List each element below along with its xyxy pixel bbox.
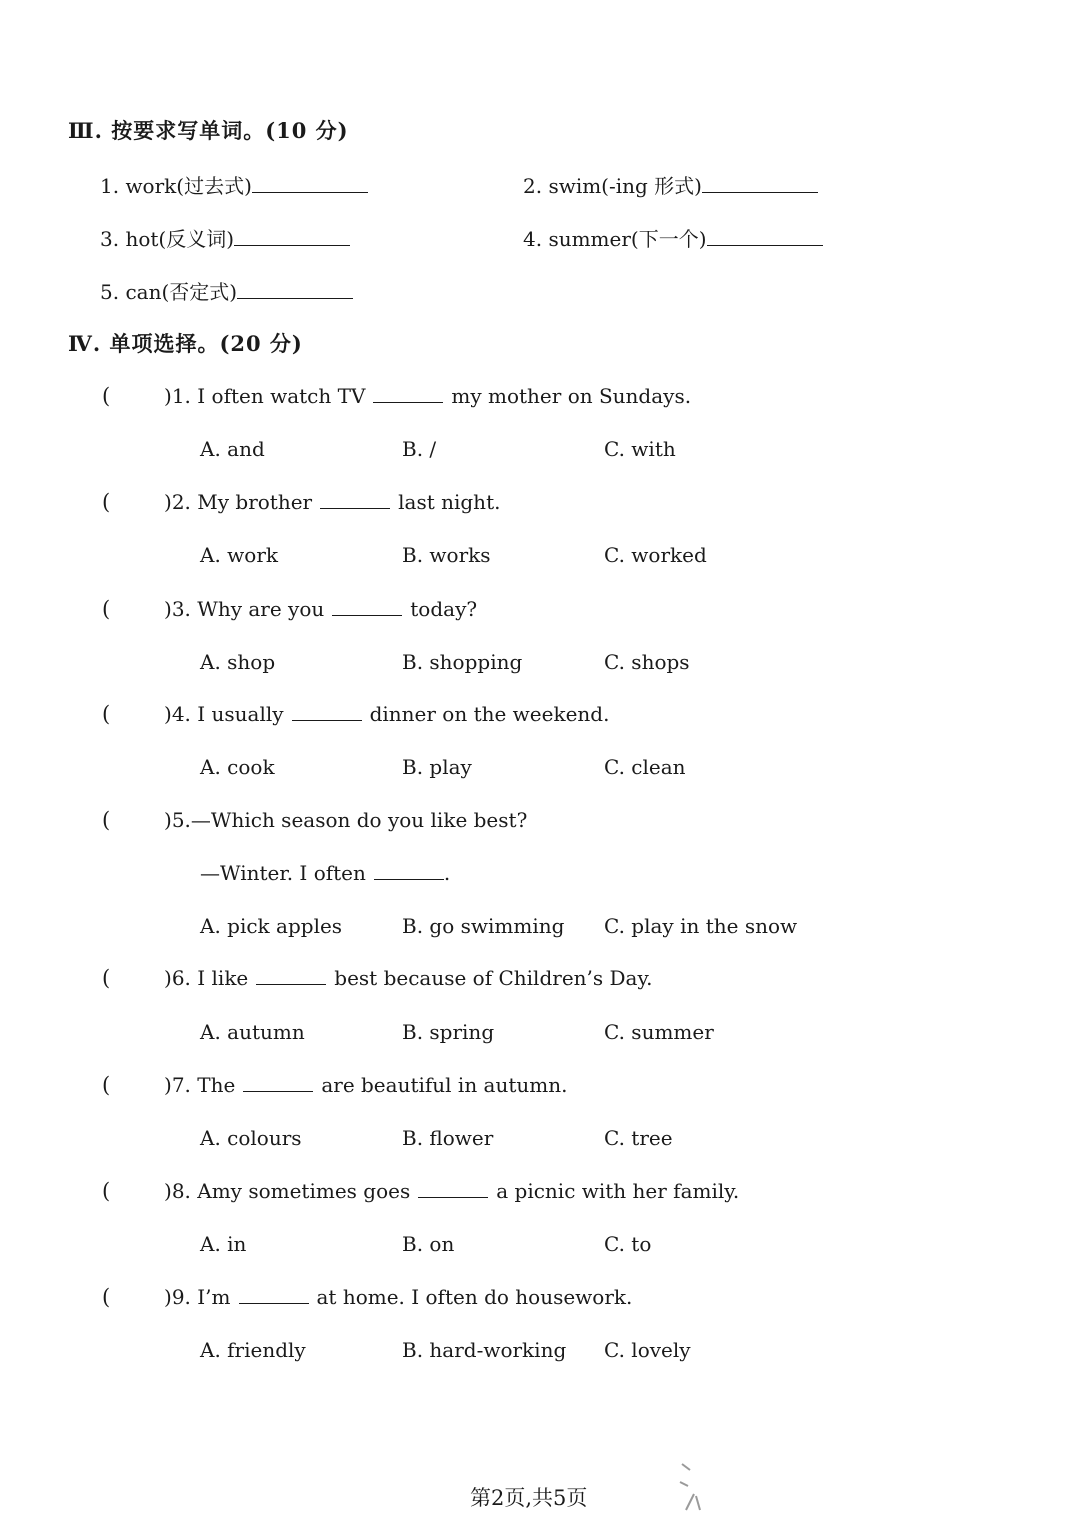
question-text-before: —Which season do you like best? — [190, 808, 528, 832]
fill-item-label: 3. hot(反义词) — [100, 227, 235, 251]
answer-paren-open[interactable]: ( — [102, 808, 111, 832]
question-text-before: Why are you — [197, 597, 325, 621]
option-b: B. / — [402, 437, 437, 461]
fill-item-2 — [523, 174, 818, 196]
answer-blank[interactable] — [237, 280, 353, 299]
fill-item-label: 4. summer(下一个) — [523, 227, 707, 251]
question-text-after: today? — [410, 597, 478, 621]
question-1 — [164, 386, 691, 406]
question-5 — [164, 810, 527, 830]
answer-paren-open[interactable]: ( — [102, 702, 111, 726]
question-text-before: Amy sometimes goes — [197, 1179, 411, 1203]
question-blank — [374, 863, 444, 880]
answer-paren-open[interactable]: ( — [102, 1073, 111, 1097]
question-text-after: best because of Children’s Day. — [334, 966, 653, 990]
question-blank — [332, 599, 402, 616]
answer-paren-open[interactable]: ( — [102, 1285, 111, 1309]
answer-blank[interactable] — [234, 227, 350, 246]
question-blank — [256, 968, 326, 985]
paren-close: ) — [164, 597, 172, 621]
option-b: B. flower — [402, 1126, 494, 1150]
page-number: 第2页,共5页 — [470, 1486, 588, 1510]
answer-blank[interactable] — [252, 174, 368, 193]
question-number: 3. — [171, 597, 191, 621]
option-a: A. pick apples — [200, 914, 343, 938]
option-c: C. play in the snow — [604, 914, 798, 938]
question-5-response — [200, 863, 450, 883]
answer-blank[interactable] — [702, 174, 818, 193]
question-number: 1. — [171, 384, 191, 408]
fill-item-label: 2. swim(-ing 形式) — [523, 174, 702, 198]
question-text-before: —Winter. I often — [200, 861, 366, 885]
option-c: C. summer — [604, 1020, 714, 1044]
paren-close: ) — [164, 490, 172, 514]
answer-paren-open[interactable]: ( — [102, 597, 111, 621]
option-c: C. tree — [604, 1126, 673, 1150]
option-b: B. play — [402, 755, 472, 779]
paren-close: ) — [164, 1073, 172, 1097]
option-a: A. friendly — [200, 1338, 306, 1362]
question-text-after: last night. — [398, 490, 501, 514]
option-a: A. in — [200, 1232, 247, 1256]
question-text-before: I often watch TV — [197, 384, 366, 408]
option-b: B. on — [402, 1232, 455, 1256]
fill-item-5 — [100, 280, 353, 302]
paren-close: ) — [164, 702, 172, 726]
fill-item-3 — [100, 227, 350, 249]
option-a: A. work — [200, 543, 278, 567]
option-a: A. shop — [200, 650, 276, 674]
section-4-title: Ⅳ. 单项选择。(20 分) — [68, 331, 303, 356]
section-3-title: Ⅲ. 按要求写单词。(10 分) — [68, 118, 349, 143]
question-text-after: at home. I often do housework. — [316, 1285, 633, 1309]
option-b: B. hard-working — [402, 1338, 567, 1362]
scan-mark-icon — [676, 1460, 706, 1516]
question-number: 8. — [171, 1179, 191, 1203]
paren-close: ) — [164, 808, 172, 832]
question-9 — [164, 1287, 632, 1307]
option-c: C. worked — [604, 543, 707, 567]
question-number: 9. — [171, 1285, 191, 1309]
option-a: A. colours — [200, 1126, 302, 1150]
question-blank — [243, 1075, 313, 1092]
option-b: B. shopping — [402, 650, 523, 674]
question-7 — [164, 1075, 567, 1095]
question-number: 2. — [171, 490, 191, 514]
option-a: A. cook — [200, 755, 275, 779]
question-blank — [418, 1181, 488, 1198]
question-text-before: I’m — [197, 1285, 231, 1309]
paren-close: ) — [164, 966, 172, 990]
question-text-before: My brother — [197, 490, 313, 514]
question-text-after: dinner on the weekend. — [369, 702, 610, 726]
question-text-after: . — [443, 861, 451, 885]
question-6 — [164, 968, 652, 988]
paren-close: ) — [164, 384, 172, 408]
option-b: B. go swimming — [402, 914, 565, 938]
question-text-before: I like — [197, 966, 249, 990]
fill-item-label: 5. can(否定式) — [100, 280, 238, 304]
question-number: 5. — [171, 808, 191, 832]
question-number: 4. — [171, 702, 191, 726]
question-text-after: my mother on Sundays. — [451, 384, 692, 408]
option-b: B. spring — [402, 1020, 495, 1044]
option-c: C. with — [604, 437, 676, 461]
question-number: 6. — [171, 966, 191, 990]
fill-item-4 — [523, 227, 823, 249]
question-text-before: I usually — [197, 702, 284, 726]
answer-paren-open[interactable]: ( — [102, 966, 111, 990]
option-b: B. works — [402, 543, 491, 567]
question-blank — [239, 1287, 309, 1304]
question-text-after: a picnic with her family. — [496, 1179, 740, 1203]
question-2 — [164, 492, 500, 512]
option-c: C. clean — [604, 755, 686, 779]
question-3 — [164, 599, 477, 619]
option-a: A. autumn — [200, 1020, 305, 1044]
answer-paren-open[interactable]: ( — [102, 384, 111, 408]
paren-close: ) — [164, 1285, 172, 1309]
question-4 — [164, 704, 609, 724]
question-blank — [373, 386, 443, 403]
option-c: C. shops — [604, 650, 690, 674]
option-c: C. to — [604, 1232, 652, 1256]
question-number: 7. — [171, 1073, 191, 1097]
option-a: A. and — [200, 437, 265, 461]
question-blank — [320, 492, 390, 509]
question-text-before: The — [197, 1073, 236, 1097]
question-text-after: are beautiful in autumn. — [321, 1073, 568, 1097]
fill-item-label: 1. work(过去式) — [100, 174, 252, 198]
fill-item-1 — [100, 174, 368, 196]
question-8 — [164, 1181, 739, 1201]
paren-close: ) — [164, 1179, 172, 1203]
answer-blank[interactable] — [707, 227, 823, 246]
question-blank — [292, 704, 362, 721]
option-c: C. lovely — [604, 1338, 691, 1362]
answer-paren-open[interactable]: ( — [102, 490, 111, 514]
answer-paren-open[interactable]: ( — [102, 1179, 111, 1203]
